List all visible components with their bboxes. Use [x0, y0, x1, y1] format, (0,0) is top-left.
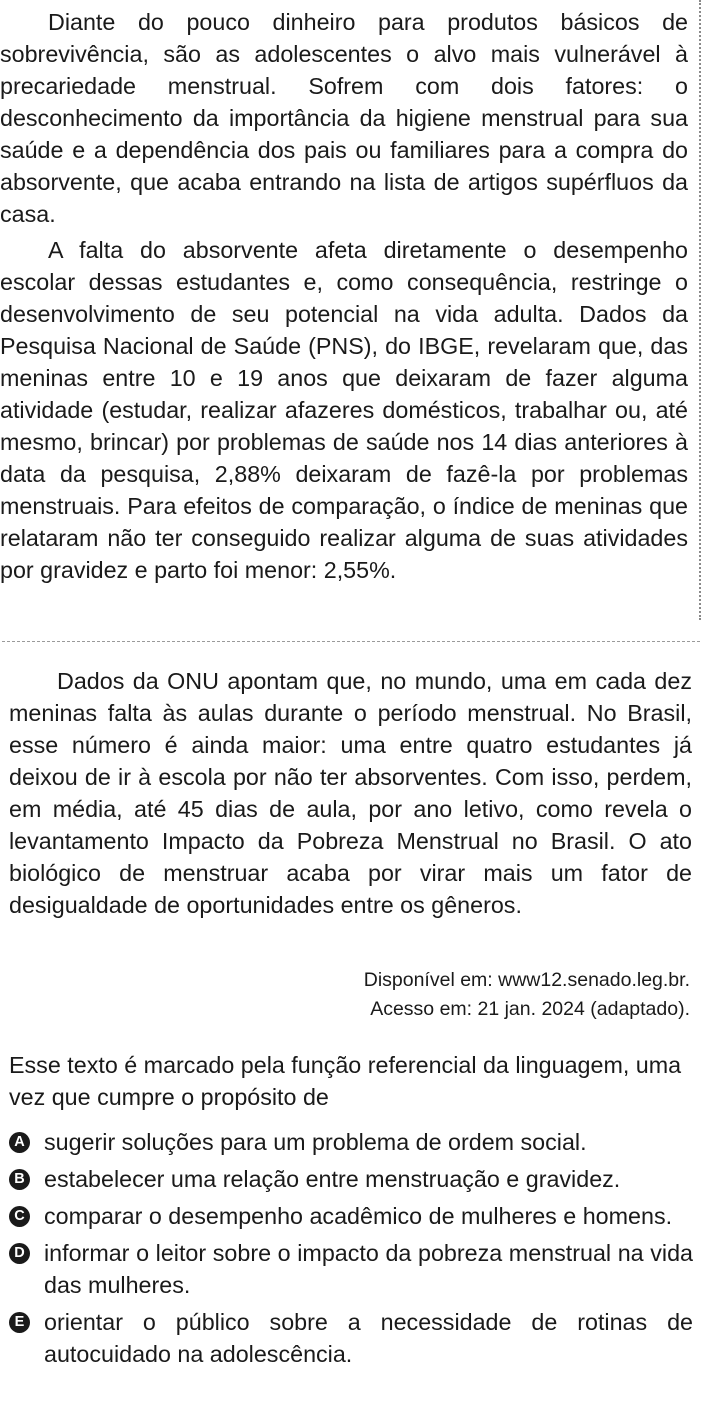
source-url: Disponível em: www12.senado.leg.br.	[363, 969, 690, 991]
source-citation	[364, 966, 690, 1024]
passage-column	[0, 6, 688, 586]
option-text: estabelecer uma relação entre menstruação e gravidez.	[44, 1166, 621, 1192]
page-break-separator	[2, 641, 700, 642]
column-divider	[699, 0, 701, 620]
option-d[interactable]	[9, 1237, 693, 1301]
option-a[interactable]	[9, 1126, 693, 1158]
option-letter-badge: C	[9, 1206, 30, 1227]
option-text: comparar o desempenho acadêmico de mulheres e homens.	[44, 1203, 673, 1229]
passage-continuation	[9, 665, 692, 921]
option-letter-badge: B	[9, 1169, 30, 1190]
passage-paragraph-1: Diante do pouco dinheiro para produtos básicos de sobrevivência, são as adolescentes o alvo mais vulnerável à precariedade menstrual. Sofrem com dois fatores: o desconhecimento da importância da higiene menstrual para sua saúde e a dependência dos pais ou familiares para a compra do absorvente, que acaba entrando na lista de artigos supérfluos da casa.	[0, 9, 688, 227]
passage-paragraph-2: A falta do absorvente afeta diretamente o desempenho escolar dessas estudantes e, como consequência, restringe o desenvolvimento de seu potencial na vida adulta. Dados da Pesquisa Nacional de Saúde (PNS), do IBGE, revelaram que, das meninas entre 10 e 19 anos que deixaram de fazer alguma atividade (estudar, realizar afazeres domésticos, trabalhar ou, até mesmo, brincar) por problemas de saúde nos 14 dias anteriores à data da pesquisa, 2,88% deixaram de fazê-la por problemas menstruais. Para efeitos de comparação, o índice de meninas que relataram não ter conseguido realizar alguma de suas atividades por gravidez e parto foi menor: 2,55%.	[0, 237, 688, 583]
option-letter-badge: E	[9, 1312, 30, 1333]
option-letter-badge: A	[9, 1132, 30, 1153]
option-text: orientar o público sobre a necessidade de rotinas de autocuidado na adolescência.	[44, 1309, 693, 1367]
option-c[interactable]	[9, 1200, 693, 1232]
question-stem: Esse texto é marcado pela função referencial da linguagem, uma vez que cumpre o propósito de	[9, 1052, 682, 1110]
option-e[interactable]	[9, 1306, 693, 1370]
answer-options	[9, 1126, 693, 1375]
option-letter-badge: D	[9, 1243, 30, 1264]
option-text: sugerir soluções para um problema de ordem social.	[44, 1129, 587, 1155]
option-b[interactable]	[9, 1163, 693, 1195]
source-access-date: Acesso em: 21 jan. 2024 (adaptado).	[370, 998, 690, 1020]
passage-paragraph-3: Dados da ONU apontam que, no mundo, uma em cada dez meninas falta às aulas durante o período menstrual. No Brasil, esse número é ainda maior: uma entre quatro estudantes já deixou de ir à escola por não ter absorventes. Com isso, perdem, em média, até 45 dias de aula, por ano letivo, como revela o levantamento Impacto da Pobreza Menstrual no Brasil. O ato biológico de menstruar acaba por virar mais um fator de desigualdade de oportunidades entre os gêneros.	[9, 668, 692, 918]
option-text: informar o leitor sobre o impacto da pobreza menstrual na vida das mulheres.	[44, 1240, 693, 1298]
